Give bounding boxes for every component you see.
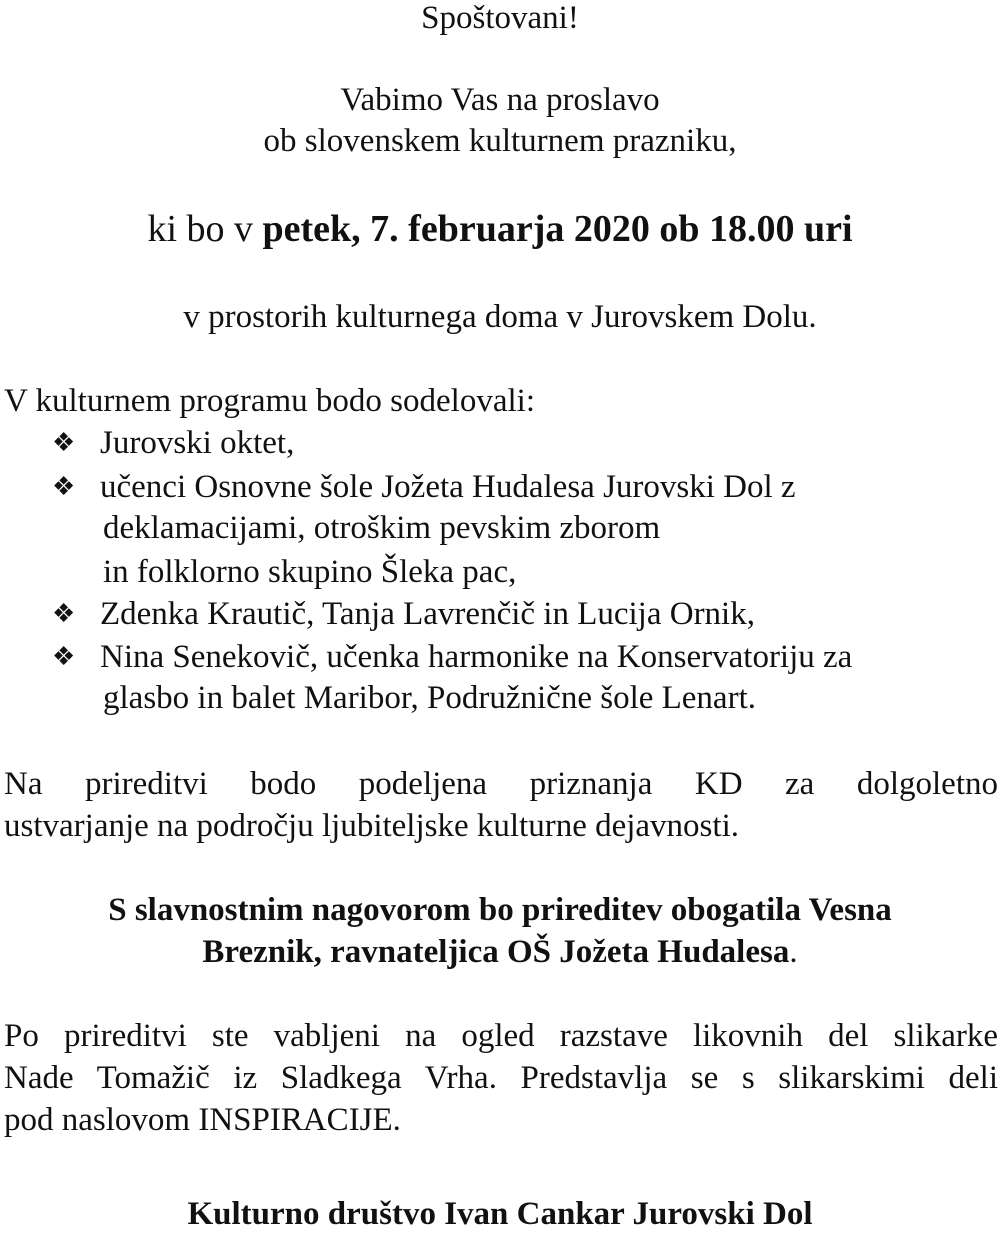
exhibition-line-2: Nade Tomažič iz Sladkega Vrha. Predstavlja se s slikarskimi deli: [4, 1060, 998, 1096]
list-item-text: Jurovski oktet,: [100, 425, 295, 461]
invite-line-2: ob slovenskem kulturnem prazniku,: [263, 123, 737, 159]
bullet-icon: ❖: [52, 428, 76, 457]
speech-line-2-text: Breznik, ravnateljica OŠ Jožeta Hudalesa: [202, 934, 790, 970]
list-item-continuation: glasbo in balet Maribor, Podružnične šole Lenart.: [103, 680, 756, 716]
list-item: [52, 423, 294, 463]
greeting: Spoštovani!: [421, 0, 579, 36]
speech-line-2: [0, 932, 1000, 972]
event-date-time: petek, 7. februarja 2020 ob 18.00 uri: [262, 208, 853, 250]
exhibition-line-1: Po prireditvi ste vabljeni na ogled razstave likovnih del slikarke: [4, 1018, 998, 1054]
awards-line-2: ustvarjanje na področju ljubiteljske kulturne dejavnosti.: [4, 808, 739, 844]
program-intro: V kulturnem programu bodo sodelovali:: [4, 383, 535, 419]
speech-line-2-end: .: [789, 934, 798, 970]
list-item: [52, 594, 755, 634]
list-item: [52, 467, 796, 507]
speech-line-1: S slavnostnim nagovorom bo prireditev obogatila Vesna: [108, 892, 892, 928]
bullet-icon: ❖: [52, 472, 76, 501]
exhibition-line-3: pod naslovom INSPIRACIJE.: [4, 1102, 401, 1138]
bullet-icon: ❖: [52, 642, 76, 671]
list-item: [52, 637, 852, 677]
invite-line-1: Vabimo Vas na proslavo: [340, 82, 660, 118]
signature: Kulturno društvo Ivan Cankar Jurovski Dol: [187, 1196, 813, 1232]
list-item-text: Zdenka Krautič, Tanja Lavrenčič in Lucija Ornik,: [100, 596, 755, 632]
bullet-icon: ❖: [52, 599, 76, 628]
list-item-continuation: deklamacijami, otroškim pevskim zborom: [103, 510, 661, 546]
event-location: v prostorih kulturnega doma v Jurovskem Dolu.: [183, 299, 817, 335]
event-date-line: [0, 206, 1000, 252]
list-item-continuation: in folklorno skupino Šleka pac,: [103, 554, 517, 590]
list-item-text: Nina Senekovič, učenka harmonike na Konservatoriju za: [100, 639, 853, 675]
awards-line-1: Na prireditvi bodo podeljena priznanja KD za dolgoletno: [4, 766, 998, 802]
list-item-text: učenci Osnovne šole Jožeta Hudalesa Jurovski Dol z: [100, 469, 796, 505]
date-prefix: ki bo v: [147, 208, 263, 250]
